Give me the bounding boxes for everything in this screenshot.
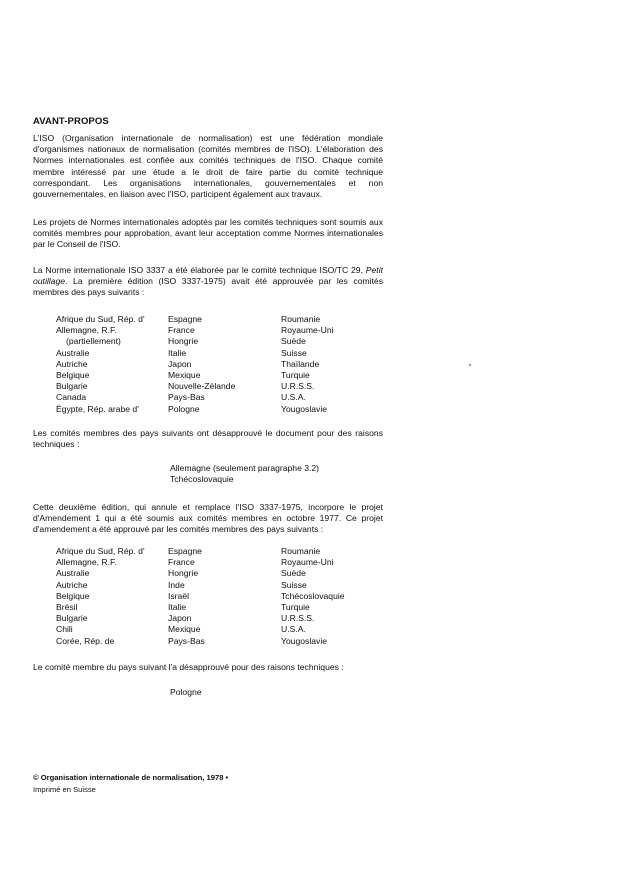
list-item: Belgique [56, 369, 90, 380]
list-item: Bulgarie [56, 613, 88, 624]
list-item: Suisse [281, 347, 307, 358]
list-item: Turquie [281, 369, 310, 380]
list-item: Nouvelle-Zélande [168, 381, 236, 392]
list-item: Espagne [168, 546, 202, 556]
list-item: Yougoslavie [281, 403, 328, 414]
list-item: Belgique [56, 590, 90, 601]
list-item: Australie [56, 568, 90, 579]
paragraph-text: Le comité membre du pays suivant l'a désapprouvé pour des raisons techniques : [33, 662, 344, 672]
list-item: Israël [168, 590, 190, 601]
list-item: Yougoslavie [281, 635, 328, 646]
list-item: Pays-Bas [168, 392, 205, 403]
list-item: Allemagne (seulement paragraphe 3.2) [170, 463, 320, 473]
list-item: U.S.A. [281, 392, 306, 403]
printed-notice: Imprimé en Suisse [33, 785, 96, 794]
list-item: Tchécoslovaquie [170, 474, 234, 485]
paragraph-text: L'ISO (Organisation internationale de normalisation) est une fédération mondiale d'organismes nationaux de normalisation (comités membres de l'ISO). L'élaboration des Normes internationales est confiée aux comités techniques de l'ISO. Chaque comité membre intéressé par une étude a le droit de faire partie du comité technique correspondant. Les organisations internationales, gouvernementales et non gouvernementales, en liaison avec l'ISO, participent également aux travaux. [33, 133, 383, 200]
list-item: Autriche [56, 358, 88, 369]
paragraph-text: Les projets de Normes internationales adoptés par les comités techniques sont soumis aux comités membres pour approbation, avant leur acceptation comme Normes internationales par le Conseil de l'ISO. [33, 217, 383, 250]
list-item: Afrique du Sud, Rép. d' [56, 546, 145, 556]
list-item: Hongrie [168, 568, 199, 579]
list-item: Inde [168, 579, 185, 590]
list-item: Roumanie [281, 314, 321, 324]
list-item: Australie [56, 347, 90, 358]
paragraph-iso-intro [33, 133, 383, 200]
list-item: Hongrie [168, 336, 199, 347]
list-item: Pologne [170, 687, 202, 697]
list-item: Canada [56, 392, 87, 403]
paragraph-text: Cette deuxième édition, qui annule et remplace l'ISO 3337-1975, incorpore le projet d'Amendement 1 qui a été soumis aux comités membres en octobre 1977. Ce projet d'amendement a été approuvé par les comités membres des pays suivants : [33, 502, 383, 535]
list-item: (partiellement) [66, 336, 121, 347]
list-item: Italie [168, 601, 187, 612]
paragraph-second-edition [33, 502, 383, 536]
country-column-1 [56, 314, 145, 415]
list-item: Turquie [281, 601, 310, 612]
list-item: Japon [168, 358, 192, 369]
disapproval-list-2 [170, 687, 202, 698]
copyright-notice [33, 773, 228, 782]
list-item: Italie [168, 347, 187, 358]
list-item: Autriche [56, 579, 88, 590]
list-item: Tchécoslovaquie [281, 590, 345, 601]
page-title: AVANT-PROPOS [33, 116, 109, 127]
list-item: Pays-Bas [168, 635, 205, 646]
list-item: Pologne [168, 403, 200, 414]
list-item: France [168, 325, 195, 336]
list-item: Brésil [56, 601, 78, 612]
paragraph-text: Les comités membres des pays suivants ont désapprouvé le document pour des raisons techniques : [33, 428, 383, 450]
list-item: Allemagne, R.F. [56, 557, 117, 568]
list-item: Allemagne, R.F. [56, 325, 117, 336]
list-item: Chili [56, 624, 73, 635]
list-item: Mexique [168, 369, 201, 380]
copyright-text: © Organisation internationale de normalisation, 1978 • [33, 773, 229, 782]
country-column-2 [168, 546, 205, 647]
paragraph-text [33, 265, 383, 299]
list-item: Japon [168, 613, 192, 624]
list-item: Afrique du Sud, Rép. d' [56, 314, 145, 324]
list-item: Mexique [168, 624, 201, 635]
country-column-3 [281, 314, 334, 415]
list-item: Royaume-Uni [281, 557, 334, 568]
country-column-3 [281, 546, 345, 647]
list-item: Suède [281, 568, 306, 579]
paragraph-adoption [33, 217, 383, 251]
paragraph-text-a: La Norme internationale ISO 3337 a été élaborée par le comité technique ISO/TC 29, [33, 265, 366, 275]
list-item: Bulgarie [56, 381, 88, 392]
list-item: Égypte, Rép. arabe d' [56, 403, 139, 414]
list-item: Corée, Rép. de [56, 635, 115, 646]
list-item: U.R.S.S. [281, 381, 315, 392]
country-column-1 [56, 546, 145, 647]
paragraph-text-b: . La première édition (ISO 3337-1975) avait été approuvée par les comités membres des pays suivants : [33, 276, 383, 298]
list-item: Suisse [281, 579, 307, 590]
list-item: Royaume-Uni [281, 325, 334, 336]
country-column-2 [168, 314, 235, 415]
list-item: U.R.S.S. [281, 613, 315, 624]
committee-title: Petit outillage [33, 265, 383, 287]
list-item: U.S.A. [281, 624, 306, 635]
list-item: France [168, 557, 195, 568]
list-item: Espagne [168, 314, 202, 324]
speck-mark [469, 364, 471, 366]
list-item: Thaïlande [281, 358, 320, 369]
disapproval-list-1 [170, 463, 319, 485]
paragraph-disapproval-1 [33, 428, 383, 450]
list-item: Roumanie [281, 546, 321, 556]
list-item: Suède [281, 336, 306, 347]
paragraph-first-edition [33, 265, 383, 299]
paragraph-disapproval-2 [33, 662, 383, 673]
